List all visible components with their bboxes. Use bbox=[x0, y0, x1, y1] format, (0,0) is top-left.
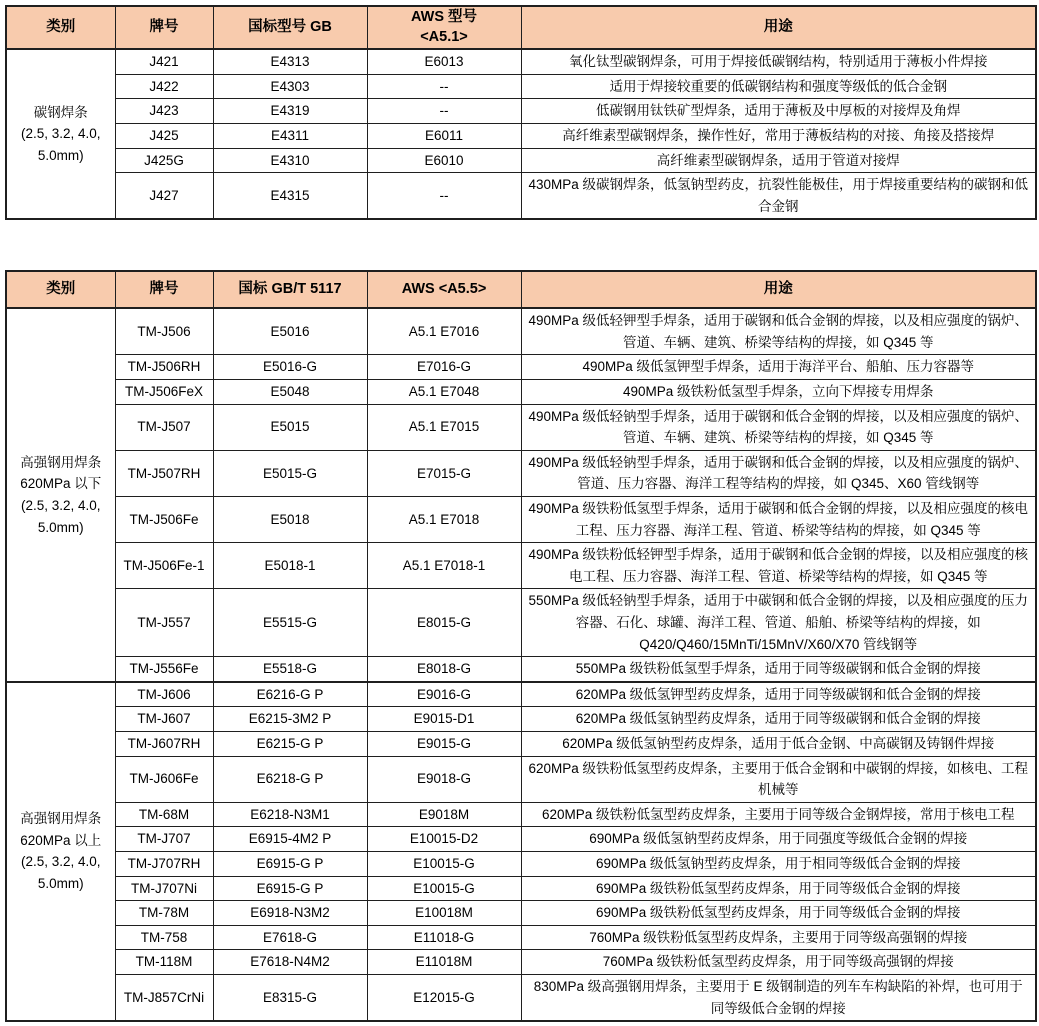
aws-standard-cell: E6011 bbox=[367, 123, 521, 148]
gb-standard-cell: E6918-N3M2 bbox=[213, 901, 367, 926]
aws-standard-cell: E10015-G bbox=[367, 876, 521, 901]
brand-cell: TM-J506Fe bbox=[115, 497, 213, 543]
brand-cell: TM-J607RH bbox=[115, 731, 213, 756]
brand-cell: TM-J506RH bbox=[115, 355, 213, 380]
usage-cell: 490MPa 级低氢钾型手焊条，适用于海洋平台、船舶、压力容器等 bbox=[521, 355, 1036, 380]
gb-standard-cell: E6915-G P bbox=[213, 851, 367, 876]
usage-cell: 430MPa 级碳钢焊条，低氢钠型药皮，抗裂性能极佳，用于焊接重要结构的碳钢和低合金钢 bbox=[521, 173, 1036, 220]
brand-cell: TM-J607 bbox=[115, 707, 213, 732]
usage-cell: 高纤维素型碳钢焊条，操作性好，常用于薄板结构的对接、角接及搭接焊 bbox=[521, 123, 1036, 148]
usage-cell: 490MPa 级铁粉低氢型手焊条，适用于碳钢和低合金钢的焊接，以及相应强度的核电工程、压力容器、海洋工程、管道、桥梁等结构的焊接，如 Q345 等 bbox=[521, 497, 1036, 543]
header-row bbox=[6, 271, 1036, 308]
aws-standard-cell: A5.1 E7048 bbox=[367, 380, 521, 405]
aws-standard-cell: A5.1 E7016 bbox=[367, 308, 521, 355]
aws-standard-cell: E9018M bbox=[367, 802, 521, 827]
usage-cell: 490MPa 级铁粉低轻钾型手焊条，适用于碳钢和低合金钢的焊接，以及相应强度的核电工程、压力容器、海洋工程、管道、桥梁等结构的焊接，如 Q345 等 bbox=[521, 543, 1036, 589]
brand-cell: TM-J707RH bbox=[115, 851, 213, 876]
brand-cell: J425G bbox=[115, 148, 213, 173]
usage-cell: 620MPa 级铁粉低氢型药皮焊条，主要用于低合金钢和中碳钢的焊接，如核电、工程机械等 bbox=[521, 756, 1036, 802]
aws-standard-cell: -- bbox=[367, 74, 521, 99]
gb-standard-cell: E6215-3M2 P bbox=[213, 707, 367, 732]
gb-standard-cell: E5015 bbox=[213, 404, 367, 450]
gb-standard-cell: E5016-G bbox=[213, 355, 367, 380]
carbon-steel-table bbox=[5, 5, 1037, 220]
gb-standard-cell: E8315-G bbox=[213, 974, 367, 1021]
table-row bbox=[6, 355, 1036, 380]
aws-standard-cell: E10018M bbox=[367, 901, 521, 926]
brand-cell: J427 bbox=[115, 173, 213, 220]
usage-cell: 620MPa 级低氢钠型药皮焊条，适用于低合金钢、中高碳钢及铸钢件焊接 bbox=[521, 731, 1036, 756]
table-row bbox=[6, 543, 1036, 589]
brand-cell: TM-J507 bbox=[115, 404, 213, 450]
aws-standard-cell: E6013 bbox=[367, 49, 521, 74]
brand-cell: TM-J506FeX bbox=[115, 380, 213, 405]
brand-cell: TM-J556Fe bbox=[115, 657, 213, 682]
high-strength-table-body bbox=[6, 308, 1036, 1021]
gb-standard-cell: E5018 bbox=[213, 497, 367, 543]
brand-cell: TM-758 bbox=[115, 925, 213, 950]
table-row bbox=[6, 901, 1036, 926]
gb-standard-cell: E6218-N3M1 bbox=[213, 802, 367, 827]
table-row bbox=[6, 731, 1036, 756]
aws-standard-cell: -- bbox=[367, 173, 521, 220]
usage-cell: 620MPa 级铁粉低氢型药皮焊条，主要用于同等级合金钢焊接，常用于核电工程 bbox=[521, 802, 1036, 827]
aws-standard-cell: E9018-G bbox=[367, 756, 521, 802]
gb-standard-cell: E6915-G P bbox=[213, 876, 367, 901]
gb-standard-cell: E4319 bbox=[213, 99, 367, 124]
table-row bbox=[6, 802, 1036, 827]
usage-cell: 490MPa 级低轻钾型手焊条，适用于碳钢和低合金钢的焊接，以及相应强度的锅炉、管道、车辆、建筑、桥梁等结构的焊接，如 Q345 等 bbox=[521, 308, 1036, 355]
category-line: 5.0mm) bbox=[37, 876, 84, 892]
header-aws-line1: AWS 型号 bbox=[410, 9, 478, 25]
header-category: 类别 bbox=[6, 271, 115, 308]
brand-cell: TM-118M bbox=[115, 950, 213, 975]
usage-cell: 550MPa 级铁粉低氢型手焊条，适用于同等级碳钢和低合金钢的焊接 bbox=[521, 657, 1036, 682]
gb-standard-cell: E4311 bbox=[213, 123, 367, 148]
gb-standard-cell: E4315 bbox=[213, 173, 367, 220]
category-cell bbox=[6, 49, 115, 219]
gb-standard-cell: E5048 bbox=[213, 380, 367, 405]
usage-cell: 适用于焊接较重要的低碳钢结构和强度等级低的低合金钢 bbox=[521, 74, 1036, 99]
aws-standard-cell: E10015-G bbox=[367, 851, 521, 876]
brand-cell: J425 bbox=[115, 123, 213, 148]
header-usage: 用途 bbox=[521, 6, 1036, 49]
gb-standard-cell: E5518-G bbox=[213, 657, 367, 682]
gb-standard-cell: E6215-G P bbox=[213, 731, 367, 756]
table-row bbox=[6, 308, 1036, 355]
header-aws-standard bbox=[367, 6, 521, 49]
usage-cell: 490MPa 级低轻钠型手焊条，适用于碳钢和低合金钢的焊接，以及相应强度的锅炉、管道、车辆、建筑、桥梁等结构的焊接，如 Q345 等 bbox=[521, 404, 1036, 450]
header-category: 类别 bbox=[6, 6, 115, 49]
category-line: (2.5, 3.2, 4.0, bbox=[20, 854, 101, 870]
usage-cell: 690MPa 级低氢钠型药皮焊条，用于相同等级低合金钢的焊接 bbox=[521, 851, 1036, 876]
usage-cell: 低碳钢用钛铁矿型焊条，适用于薄板及中厚板的对接焊及角焊 bbox=[521, 99, 1036, 124]
gb-standard-cell: E6915-4M2 P bbox=[213, 827, 367, 852]
table-gap bbox=[5, 220, 1035, 270]
table-row bbox=[6, 682, 1036, 707]
brand-cell: TM-J506 bbox=[115, 308, 213, 355]
header-brand: 牌号 bbox=[115, 6, 213, 49]
usage-cell: 690MPa 级铁粉低氢型药皮焊条，用于同等级低合金钢的焊接 bbox=[521, 876, 1036, 901]
aws-standard-cell: E6010 bbox=[367, 148, 521, 173]
aws-standard-cell: A5.1 E7018 bbox=[367, 497, 521, 543]
table-row bbox=[6, 589, 1036, 657]
usage-cell: 760MPa 级铁粉低氢型药皮焊条，用于同等级高强钢的焊接 bbox=[521, 950, 1036, 975]
gb-standard-cell: E4313 bbox=[213, 49, 367, 74]
aws-standard-cell: E7016-G bbox=[367, 355, 521, 380]
category-line: 5.0mm) bbox=[37, 519, 84, 535]
brand-cell: TM-J606Fe bbox=[115, 756, 213, 802]
gb-standard-cell: E5515-G bbox=[213, 589, 367, 657]
usage-cell: 490MPa 级铁粉低氢型手焊条，立向下焊接专用焊条 bbox=[521, 380, 1036, 405]
header-gb-standard: 国标型号 GB bbox=[213, 6, 367, 49]
gb-standard-cell: E6218-G P bbox=[213, 756, 367, 802]
table-row bbox=[6, 123, 1036, 148]
brand-cell: TM-J606 bbox=[115, 682, 213, 707]
brand-cell: J422 bbox=[115, 74, 213, 99]
table-row bbox=[6, 450, 1036, 496]
table-row bbox=[6, 707, 1036, 732]
brand-cell: TM-78M bbox=[115, 901, 213, 926]
table-row bbox=[6, 827, 1036, 852]
high-strength-table-header bbox=[6, 271, 1036, 308]
category-line: 碳钢焊条 bbox=[33, 104, 88, 120]
brand-cell: TM-J507RH bbox=[115, 450, 213, 496]
table-row bbox=[6, 974, 1036, 1021]
usage-cell: 690MPa 级铁粉低氢型药皮焊条，用于同等级低合金钢的焊接 bbox=[521, 901, 1036, 926]
category-cell bbox=[6, 682, 115, 1021]
brand-cell: TM-J506Fe-1 bbox=[115, 543, 213, 589]
category-line: 620MPa 以下 bbox=[20, 476, 102, 492]
usage-cell: 490MPa 级低轻钠型手焊条，适用于碳钢和低合金钢的焊接，以及相应强度的锅炉、管道、压力容器、海洋工程等结构的焊接，如 Q345、X60 管线钢等 bbox=[521, 450, 1036, 496]
brand-cell: TM-68M bbox=[115, 802, 213, 827]
usage-cell: 690MPa 级低氢钠型药皮焊条，用于同强度等级低合金钢的焊接 bbox=[521, 827, 1036, 852]
header-usage: 用途 bbox=[521, 271, 1036, 308]
category-line: 高强钢用焊条 bbox=[20, 811, 102, 827]
aws-standard-cell: E7015-G bbox=[367, 450, 521, 496]
table-row bbox=[6, 657, 1036, 682]
aws-standard-cell: E8015-G bbox=[367, 589, 521, 657]
table-row bbox=[6, 74, 1036, 99]
carbon-steel-table-header bbox=[6, 6, 1036, 49]
table-row bbox=[6, 876, 1036, 901]
gb-standard-cell: E4310 bbox=[213, 148, 367, 173]
table-row bbox=[6, 49, 1036, 74]
table-row bbox=[6, 851, 1036, 876]
aws-standard-cell: -- bbox=[367, 99, 521, 124]
gb-standard-cell: E5018-1 bbox=[213, 543, 367, 589]
category-line: 620MPa 以上 bbox=[20, 832, 102, 848]
table-row bbox=[6, 380, 1036, 405]
category-line: 5.0mm) bbox=[37, 148, 84, 163]
table-row bbox=[6, 404, 1036, 450]
gb-standard-cell: E7618-G bbox=[213, 925, 367, 950]
brand-cell: TM-J857CrNi bbox=[115, 974, 213, 1021]
aws-standard-cell: A5.1 E7015 bbox=[367, 404, 521, 450]
category-line: (2.5, 3.2, 4.0, bbox=[20, 498, 101, 514]
header-aws-line2: <A5.1> bbox=[420, 28, 468, 45]
gb-standard-cell: E7618-N4M2 bbox=[213, 950, 367, 975]
brand-cell: J421 bbox=[115, 49, 213, 74]
carbon-steel-table-body bbox=[6, 49, 1036, 219]
table-row bbox=[6, 497, 1036, 543]
usage-cell: 550MPa 级低轻钠型手焊条，适用于中碳钢和低合金钢的焊接，以及相应强度的压力容器、石化、球罐、海洋工程、管道、船舶、桥梁等结构的焊接，如 Q420/Q460/15MnTi/15MnV/X60/X70 管线钢等 bbox=[521, 589, 1036, 657]
usage-cell: 760MPa 级铁粉低氢型药皮焊条，主要用于同等级高强钢的焊接 bbox=[521, 925, 1036, 950]
table-row bbox=[6, 173, 1036, 220]
aws-standard-cell: E9015-D1 bbox=[367, 707, 521, 732]
aws-standard-cell: E12015-G bbox=[367, 974, 521, 1021]
gb-standard-cell: E4303 bbox=[213, 74, 367, 99]
aws-standard-cell: E10015-D2 bbox=[367, 827, 521, 852]
brand-cell: TM-J707Ni bbox=[115, 876, 213, 901]
table-row bbox=[6, 950, 1036, 975]
table-row bbox=[6, 99, 1036, 124]
table-row bbox=[6, 925, 1036, 950]
aws-standard-cell: A5.1 E7018-1 bbox=[367, 543, 521, 589]
category-line: (2.5, 3.2, 4.0, bbox=[20, 126, 101, 142]
category-cell bbox=[6, 308, 115, 682]
aws-standard-cell: E9016-G bbox=[367, 682, 521, 707]
category-line: 高强钢用焊条 bbox=[20, 454, 102, 470]
usage-cell: 620MPa 级低氢钾型药皮焊条，适用于同等级碳钢和低合金钢的焊接 bbox=[521, 682, 1036, 707]
gb-standard-cell: E5015-G bbox=[213, 450, 367, 496]
gb-standard-cell: E5016 bbox=[213, 308, 367, 355]
usage-cell: 氧化钛型碳钢焊条，可用于焊接低碳钢结构，特别适用于薄板小件焊接 bbox=[521, 49, 1036, 74]
high-strength-steel-table bbox=[5, 270, 1037, 1022]
table-row bbox=[6, 756, 1036, 802]
brand-cell: TM-J707 bbox=[115, 827, 213, 852]
header-brand: 牌号 bbox=[115, 271, 213, 308]
header-aws-standard: AWS <A5.5> bbox=[367, 271, 521, 308]
aws-standard-cell: E8018-G bbox=[367, 657, 521, 682]
aws-standard-cell: E9015-G bbox=[367, 731, 521, 756]
aws-standard-cell: E11018-G bbox=[367, 925, 521, 950]
aws-standard-cell: E11018M bbox=[367, 950, 521, 975]
usage-cell: 830MPa 级高强钢用焊条，主要用于 E 级钢制造的列车车构缺陷的补焊，也可用于同等级低合金钢的焊接 bbox=[521, 974, 1036, 1021]
header-row bbox=[6, 6, 1036, 49]
gb-standard-cell: E6216-G P bbox=[213, 682, 367, 707]
table-row bbox=[6, 148, 1036, 173]
usage-cell: 620MPa 级低氢钠型药皮焊条，适用于同等级碳钢和低合金钢的焊接 bbox=[521, 707, 1036, 732]
brand-cell: TM-J557 bbox=[115, 589, 213, 657]
usage-cell: 高纤维素型碳钢焊条，适用于管道对接焊 bbox=[521, 148, 1036, 173]
brand-cell: J423 bbox=[115, 99, 213, 124]
header-gb-standard: 国标 GB/T 5117 bbox=[213, 271, 367, 308]
